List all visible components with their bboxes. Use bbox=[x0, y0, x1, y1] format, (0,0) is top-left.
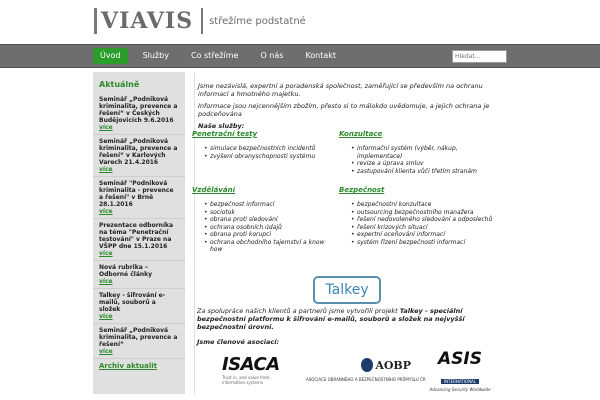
service-item: • expertní oceňování informací bbox=[351, 231, 499, 239]
news-item bbox=[93, 219, 185, 261]
aobp-emblem-icon bbox=[361, 358, 373, 372]
news-more-link[interactable]: více bbox=[99, 313, 113, 320]
news-more-link[interactable]: více bbox=[99, 166, 113, 173]
aobp-wordmark: AOBP bbox=[375, 358, 411, 372]
service-item: • revize a úprava smluv bbox=[351, 160, 479, 168]
service-item: • ochrana osobních údajů bbox=[204, 224, 332, 232]
service-item: • systém řízení bezpečnosti informací bbox=[351, 239, 499, 247]
service-category-bezpecnost bbox=[339, 186, 499, 246]
service-item: • obrana proti sledování bbox=[204, 216, 332, 224]
news-more-link[interactable]: více bbox=[99, 124, 113, 131]
logo-tagline: střežíme podstatné bbox=[209, 15, 306, 27]
category-title[interactable]: Konzultace bbox=[339, 130, 383, 138]
service-category-pentest bbox=[192, 130, 332, 160]
intro-paragraph-2: Informace jsou nejcennějším zbožím, přesto si to málokdo uvědomuje, a jejich ochrana je podceňována bbox=[198, 102, 490, 118]
news-sidebar bbox=[93, 72, 185, 394]
intro-paragraph: Jsme nezávislá, expertní a poradenská společnost, zaměřující se především na ochranu informací a hmotného majetku. bbox=[198, 82, 483, 98]
news-item-text[interactable]: Talkey - šifrování e-mailů, souborů a složek bbox=[99, 292, 166, 313]
aobp-subtitle: ASOCIACE OBRANNÉHO A BEZPEČNOSTNÍHO PRŮMYSLU ČR bbox=[306, 377, 426, 382]
site-logo[interactable] bbox=[94, 7, 306, 35]
service-item: • řešení krizových situací bbox=[351, 224, 499, 232]
news-archive-link[interactable]: Archiv aktualit bbox=[99, 362, 157, 370]
news-item bbox=[93, 261, 185, 289]
service-item: • simulace bezpečnostních incidentů bbox=[204, 145, 332, 153]
site-header bbox=[0, 0, 600, 42]
news-more-link[interactable]: více bbox=[99, 208, 113, 215]
news-item bbox=[93, 289, 185, 324]
service-category-konzultace bbox=[339, 130, 479, 175]
service-item: • sociotok bbox=[204, 209, 332, 217]
news-item-text[interactable]: Prezentace odborníka na téma "Penetrační testování" v Praze na VŠPP dne 15.1.2016 bbox=[99, 222, 174, 250]
news-more-link[interactable]: více bbox=[99, 348, 113, 355]
main-nav bbox=[0, 44, 600, 68]
partner-highlight: Talkey - speciální bezpečnostní platformu k šifrování e-mailů, souborů a složek na nejvyšší bezpečnostní úrovni. bbox=[197, 307, 465, 331]
sidebar-title: Aktuálně bbox=[99, 80, 140, 89]
news-item bbox=[93, 135, 185, 177]
service-item: • zvýšení obranyschopnosti systému bbox=[204, 153, 332, 161]
news-item-text[interactable]: Nová rubrika – Odborné články bbox=[99, 264, 153, 278]
talkey-logo[interactable]: Talkey bbox=[313, 276, 381, 304]
service-item: • informační systém (výběr, nákup, implementace) bbox=[351, 145, 479, 160]
news-item-text[interactable]: Seminář „Podniková kriminalita, prevence a řešení“ v Karlových Varech 21.4.2016 bbox=[99, 138, 178, 166]
nav-item-kontakt[interactable]: Kontakt bbox=[305, 51, 337, 60]
nav-item-sluzby[interactable]: Služby bbox=[142, 51, 169, 60]
services-heading: Naše služby: bbox=[198, 122, 245, 130]
nav-item-o-nas[interactable]: O nás bbox=[260, 51, 284, 60]
news-item bbox=[93, 177, 185, 219]
partner-text: Za spolupráce našich klientů a partnerů jsme vytvořili projekt bbox=[197, 307, 400, 315]
nav-item-co-strezime[interactable]: Co střežíme bbox=[190, 51, 239, 60]
asis-international: INTERNATIONAL bbox=[441, 379, 479, 384]
news-item-text[interactable]: Seminář "Podniková kriminalita - prevence a řešení" v Brně 28.1.2016 bbox=[99, 180, 174, 208]
isaca-logo[interactable] bbox=[222, 354, 292, 386]
news-more-link[interactable]: více bbox=[99, 250, 113, 257]
news-more-link[interactable]: více bbox=[99, 278, 113, 285]
news-item-text[interactable]: Seminář „Podniková kriminalita, prevence a řešení“ bbox=[99, 327, 178, 348]
nav-item-uvod[interactable]: Úvod bbox=[93, 48, 128, 64]
isaca-wordmark: ISACA bbox=[222, 354, 280, 375]
search-input[interactable] bbox=[452, 50, 507, 63]
logo-separator bbox=[201, 8, 203, 34]
logo-wordmark: VIAVIS bbox=[101, 8, 194, 34]
news-item bbox=[93, 93, 185, 135]
news-item-text[interactable]: Seminář „Podniková kriminalita, prevence a řešení“ v Českých Budějovicích 9.6.2016 bbox=[99, 96, 178, 124]
partner-paragraph bbox=[197, 307, 497, 331]
category-title[interactable]: Penetrační testy bbox=[192, 130, 258, 138]
asis-wordmark: ASIS bbox=[438, 349, 482, 369]
service-item: • bezpečnost informací bbox=[204, 201, 332, 209]
associations-heading: Jsme členové asociací: bbox=[197, 338, 280, 346]
asis-tagline: Advancing Security Worldwide bbox=[429, 387, 491, 392]
service-item: • zastupování klienta vůči třetím stranám bbox=[351, 168, 479, 176]
category-title[interactable]: Vzdělávání bbox=[192, 186, 236, 194]
category-title[interactable]: Bezpečnost bbox=[339, 186, 385, 194]
service-category-vzdelavani bbox=[192, 186, 332, 254]
asis-logo[interactable] bbox=[429, 349, 491, 392]
isaca-tagline: Trust in, and value from, information systems bbox=[222, 375, 271, 385]
service-item: • obrana proti korupci bbox=[204, 231, 332, 239]
service-item: • outsourcing bezpečnostního manažera bbox=[351, 209, 499, 217]
news-item bbox=[93, 324, 185, 359]
service-item: • bezpečnostní konzultace bbox=[351, 201, 499, 209]
service-item: • řešení nedovoleného sledování a odposlechů bbox=[351, 216, 499, 224]
aobp-logo[interactable] bbox=[306, 356, 426, 386]
service-item: • ochrana obchodního tajemství a know how bbox=[204, 239, 332, 254]
